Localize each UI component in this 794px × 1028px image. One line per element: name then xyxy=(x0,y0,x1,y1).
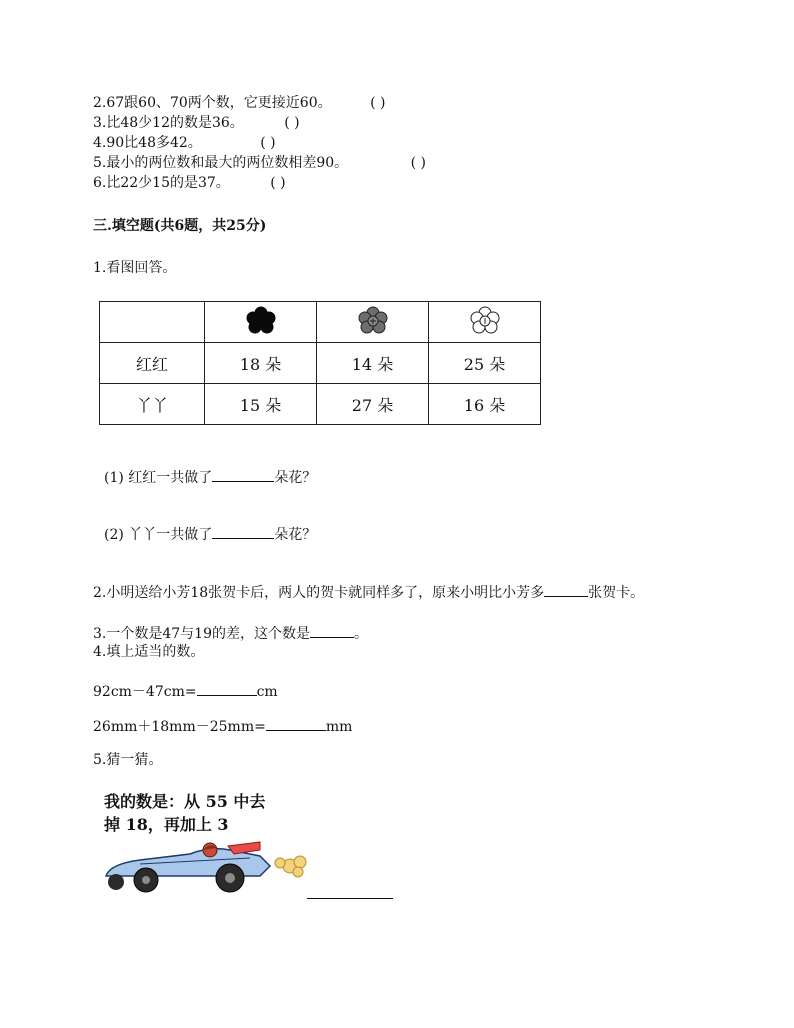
table-cell: 14 朵 xyxy=(317,343,429,384)
q4-eq1: 92cm－47cm= cm xyxy=(93,681,278,701)
q4-eq2: 26mm＋18mm－25mm= mm xyxy=(93,716,352,736)
table-row xyxy=(100,384,541,425)
answer-paren[interactable]: ( ) xyxy=(410,155,426,171)
answer-blank[interactable] xyxy=(266,716,326,731)
judge-q5: 5.最小的两位数和最大的两位数相差90。 ( ) xyxy=(93,155,426,171)
race-car-illustration xyxy=(100,836,312,896)
table-cell: 16 朵 xyxy=(429,384,541,425)
q4-prompt: 4.填上适当的数。 xyxy=(93,644,205,660)
q1-prompt: 1.看图回答。 xyxy=(93,260,177,276)
q1-sub2: (2) 丫丫一共做了 朵花？ xyxy=(104,524,316,544)
table-corner-cell xyxy=(100,302,205,343)
answer-paren[interactable]: ( ) xyxy=(284,115,300,131)
q3-text: 3.一个数是47与19的差，这个数是 。 xyxy=(93,623,368,643)
table-cell: 27 朵 xyxy=(317,384,429,425)
answer-blank[interactable] xyxy=(544,582,588,597)
guess-speech xyxy=(104,790,304,836)
table-cell: 25 朵 xyxy=(429,343,541,384)
table-cell: 18 朵 xyxy=(205,343,317,384)
table-row xyxy=(100,343,541,384)
judge-q4: 4.90比48多42。 ( ) xyxy=(93,135,276,151)
answer-paren[interactable]: ( ) xyxy=(260,135,276,151)
table-header-row xyxy=(100,302,541,343)
row-name: 丫丫 xyxy=(100,384,205,425)
answer-paren[interactable]: ( ) xyxy=(370,95,386,111)
black-flower-icon xyxy=(205,302,317,343)
guess-line-1: 我的数是：从 55 中去 xyxy=(104,792,266,811)
judge-q3: 3.比48少12的数是36。 ( ) xyxy=(93,115,300,131)
section-title: 三.填空题(共6题，共25分) xyxy=(93,218,267,234)
answer-blank[interactable] xyxy=(212,467,274,482)
judge-q2: 2.67跟60、70两个数，它更接近60。 ( ) xyxy=(93,95,386,111)
gray-flower-icon xyxy=(317,302,429,343)
judge-q6: 6.比22少15的是37。 ( ) xyxy=(93,175,286,191)
white-flower-icon xyxy=(429,302,541,343)
answer-blank[interactable] xyxy=(212,524,274,539)
q5-prompt: 5.猜一猜。 xyxy=(93,752,163,768)
q1-sub1: (1) 红红一共做了 朵花？ xyxy=(104,467,316,487)
guess-answer-blank[interactable] xyxy=(307,898,393,899)
row-name: 红红 xyxy=(100,343,205,384)
answer-blank[interactable] xyxy=(310,623,354,638)
answer-paren[interactable]: ( ) xyxy=(270,175,286,191)
q2-text: 2.小明送给小芳18张贺卡后，两人的贺卡就同样多了，原来小明比小芳多 张贺卡。 xyxy=(93,582,644,602)
answer-blank[interactable] xyxy=(197,681,257,696)
guess-line-2: 掉 18，再加上 3 xyxy=(104,815,229,834)
flower-table xyxy=(99,301,541,425)
table-cell: 15 朵 xyxy=(205,384,317,425)
